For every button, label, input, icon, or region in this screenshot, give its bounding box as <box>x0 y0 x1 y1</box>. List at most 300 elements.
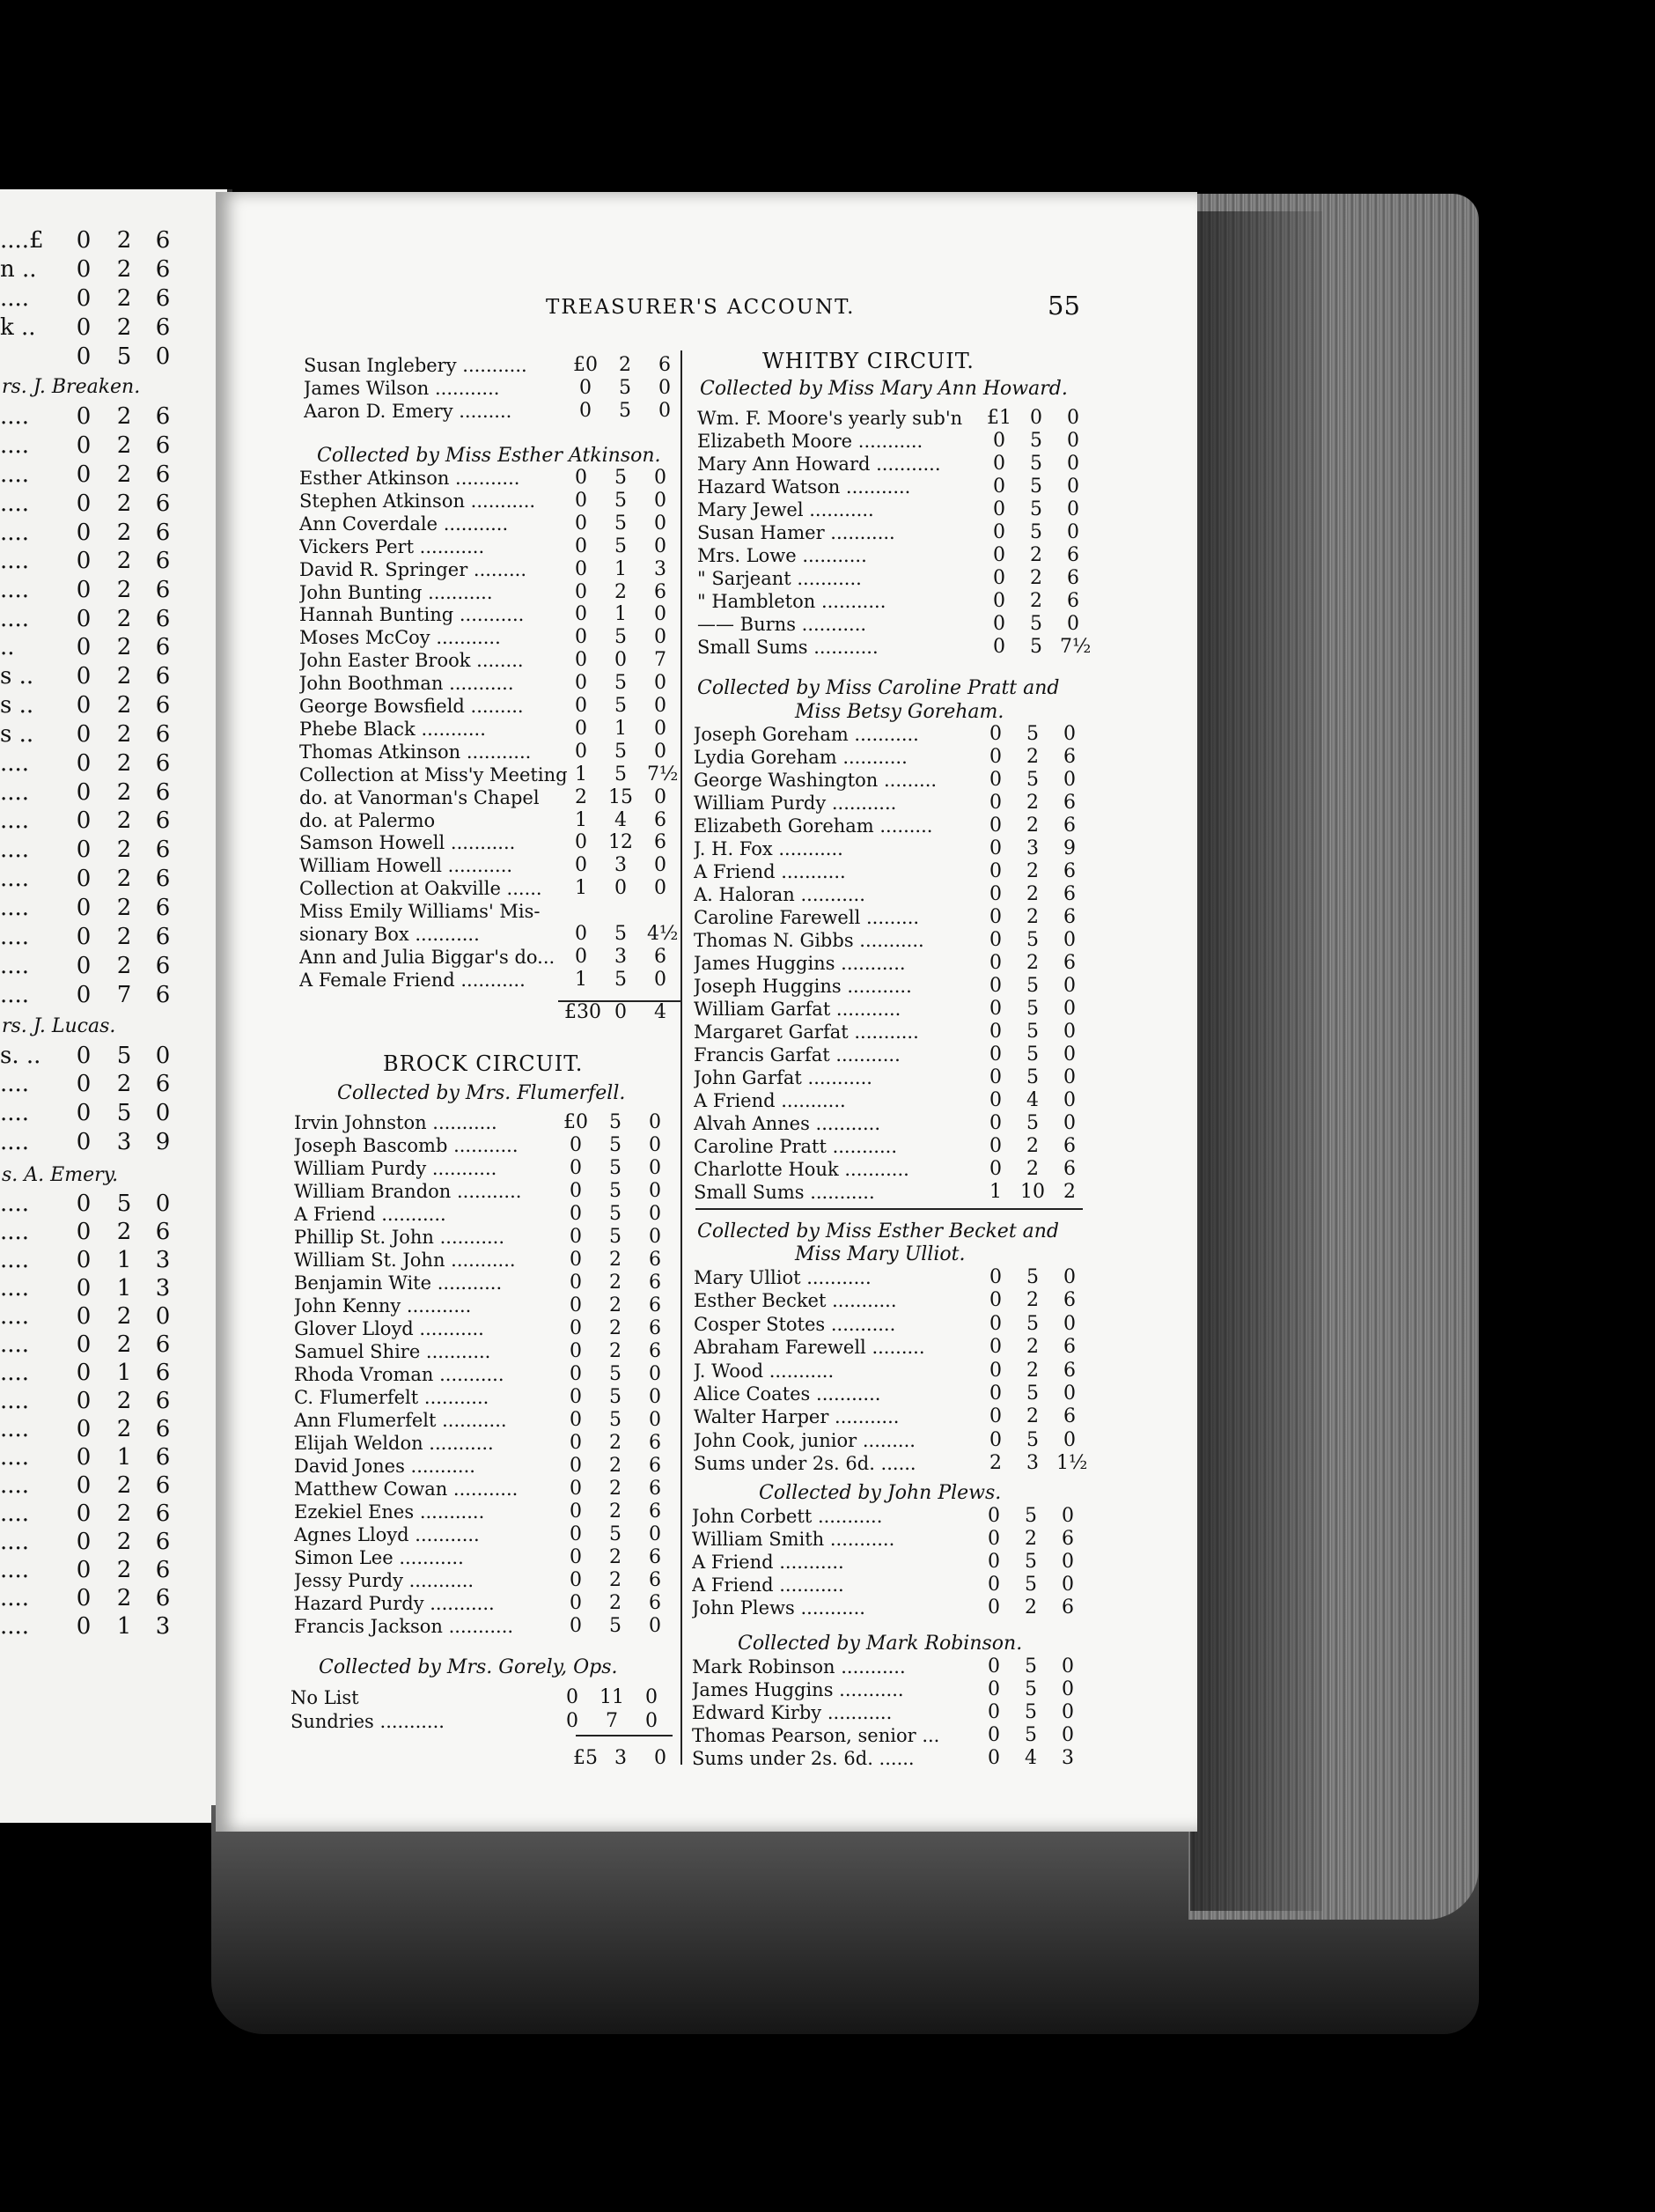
amount-pounds: 0 <box>575 672 587 695</box>
amount-shillings: 1 <box>116 1613 132 1640</box>
left-page-fragment <box>0 189 232 1823</box>
ledger-row <box>294 1340 672 1363</box>
amount-pence: 0 <box>1063 998 1076 1020</box>
ledger-row <box>294 1203 672 1226</box>
ledger-row <box>294 1294 672 1317</box>
entry-name: C. Flumerfelt ........... <box>294 1387 489 1408</box>
amount-pence: 0 <box>1063 929 1076 951</box>
ledger-row <box>299 969 677 992</box>
section-subtitle: Collected by Miss Caroline Pratt and <box>697 677 1060 699</box>
amount-pence: 6 <box>155 227 171 254</box>
left-page-leader: .... <box>0 520 30 546</box>
left-page-leader: s .. <box>0 692 34 719</box>
amount-pounds: 0 <box>993 521 1005 543</box>
amount-pence: 0 <box>1063 1089 1076 1111</box>
ledger-row <box>299 467 677 490</box>
left-page-row <box>0 492 220 515</box>
ledger-row <box>299 900 677 923</box>
amount-shillings: 5 <box>614 672 627 695</box>
amount-pounds: 0 <box>989 1266 1002 1288</box>
entry-name: Francis Jackson ........... <box>294 1616 514 1637</box>
amount-shillings: 2 <box>609 1592 622 1614</box>
amount-pence: 0 <box>1063 975 1076 997</box>
entry-name: Esther Atkinson ........... <box>299 468 520 489</box>
amount-pounds: 0 <box>989 769 1002 791</box>
ledger-row <box>697 613 1090 636</box>
amount-shillings: 3 <box>614 1747 627 1769</box>
entry-name: Small Sums ........... <box>694 1182 875 1203</box>
section-subtitle: Collected by Miss Esther Becket and <box>697 1220 1060 1242</box>
amount-pence: 0 <box>1063 1066 1076 1088</box>
left-page-row <box>0 1361 220 1384</box>
amount-pence: 0 <box>654 603 666 626</box>
amount-pounds: 0 <box>76 837 92 863</box>
left-page-heading: s. A. Emery. <box>2 1164 119 1186</box>
amount-pounds: 0 <box>575 831 587 854</box>
amount-shillings: 2 <box>116 1557 132 1583</box>
ledger-row <box>694 1135 1086 1158</box>
ledger-row <box>697 521 1090 544</box>
amount-pence: 0 <box>1067 430 1079 452</box>
amount-pounds: 0 <box>575 603 587 626</box>
ledger-row <box>299 741 677 763</box>
entry-name: John Boothman ........... <box>299 673 514 695</box>
amount-pounds: 0 <box>575 923 587 945</box>
ledger-row <box>299 854 677 877</box>
amount-shillings: 2 <box>116 1219 132 1245</box>
left-page-row <box>0 1502 220 1525</box>
amount-pence: 0 <box>649 1615 661 1637</box>
amount-pounds: 0 <box>76 1275 92 1301</box>
amount-pounds: 0 <box>989 906 1002 928</box>
entry-name: Aaron D. Emery ......... <box>304 401 512 422</box>
amount-pence: 6 <box>1063 746 1076 768</box>
amount-shillings: 5 <box>1025 1701 1037 1723</box>
left-page-row <box>0 1305 220 1328</box>
entry-name: Edward Kirby ........... <box>692 1702 893 1723</box>
left-page-row <box>0 258 220 281</box>
amount-shillings: 2 <box>116 227 132 254</box>
entry-name: J. Wood ........... <box>694 1360 835 1382</box>
ledger-row <box>294 1180 672 1203</box>
amount-shillings: 5 <box>1026 929 1039 951</box>
amount-pounds: 0 <box>989 952 1002 974</box>
section-title: BROCK CIRCUIT. <box>383 1051 584 1076</box>
amount-pounds: 0 <box>76 924 92 950</box>
ledger-row <box>304 400 681 423</box>
entry-name: Charlotte Houk ........... <box>694 1159 909 1180</box>
amount-pence: 6 <box>155 866 171 892</box>
ledger-row <box>694 1313 1086 1336</box>
ledger-row <box>294 1478 672 1500</box>
amount-pence: 0 <box>1063 1043 1076 1065</box>
amount-pence: 6 <box>155 663 171 689</box>
amount-shillings: 5 <box>609 1111 622 1133</box>
amount-pounds: 0 <box>76 866 92 892</box>
amount-pence: 3 <box>1062 1747 1074 1769</box>
amount-pounds: 0 <box>76 1100 92 1126</box>
left-page-leader: s .. <box>0 721 34 748</box>
entry-name: John Corbett ........... <box>692 1506 883 1527</box>
amount-pounds: 0 <box>579 400 592 422</box>
amount-shillings: 2 <box>116 1416 132 1442</box>
amount-pounds: 0 <box>993 590 1005 612</box>
ledger-row <box>694 975 1086 998</box>
amount-pounds: 0 <box>76 692 92 719</box>
entry-name: Ann and Julia Biggar's do... <box>299 946 555 968</box>
entry-name: J. H. Fox ........... <box>694 838 843 859</box>
amount-pence: 0 <box>649 1409 661 1431</box>
amount-pounds: £30 <box>564 1001 601 1023</box>
amount-pounds: 0 <box>570 1409 582 1431</box>
amount-shillings: 2 <box>609 1432 622 1454</box>
entry-name: John Kenny ........... <box>294 1295 472 1316</box>
entry-name: John Garfat ........... <box>694 1067 872 1088</box>
amount-pounds: 0 <box>76 1529 92 1555</box>
entry-name: Alice Coates ........... <box>694 1383 881 1405</box>
entry-name: —— Burns ........... <box>697 614 867 635</box>
entry-name: Elijah Weldon ........... <box>294 1433 494 1454</box>
amount-pounds: 0 <box>76 1585 92 1611</box>
amount-shillings: 1 <box>116 1275 132 1301</box>
entry-name: Rhoda Vroman ........... <box>294 1364 504 1385</box>
amount-pence: 6 <box>649 1478 661 1500</box>
amount-shillings: 5 <box>1025 1505 1037 1527</box>
amount-shillings: 2 <box>609 1500 622 1523</box>
amount-shillings: 2 <box>116 314 132 341</box>
entry-name: Joseph Huggins ........... <box>694 976 912 997</box>
amount-pounds: 0 <box>570 1478 582 1500</box>
ledger-row <box>692 1528 1085 1551</box>
section-subtitle: Collected by John Plews. <box>759 1482 1002 1504</box>
ledger-row <box>299 649 677 672</box>
amount-pounds: 0 <box>989 746 1002 768</box>
ledger-row <box>694 1289 1086 1312</box>
amount-pence: 0 <box>155 1043 171 1069</box>
entry-name: Collection at Oakville ...... <box>299 878 542 900</box>
amount-pence: 0 <box>1063 769 1076 791</box>
ledger-row <box>299 946 677 969</box>
amount-pounds: 0 <box>989 883 1002 905</box>
ledger-row <box>299 490 677 512</box>
left-page-row <box>0 1044 220 1067</box>
amount-pounds: 0 <box>76 256 92 283</box>
left-page-leader: .... <box>0 1585 30 1611</box>
amount-shillings: 5 <box>1030 498 1042 520</box>
left-page-row <box>0 316 220 339</box>
entry-name: A Female Friend ........... <box>299 969 526 991</box>
amount-shillings: 5 <box>614 535 627 557</box>
amount-shillings: 5 <box>1026 1021 1039 1043</box>
amount-shillings: 5 <box>1030 521 1042 543</box>
entry-name: Phillip St. John ........... <box>294 1227 505 1248</box>
amount-pounds: 0 <box>570 1386 582 1408</box>
ledger-row <box>299 923 677 946</box>
amount-shillings: 5 <box>1026 998 1039 1020</box>
ledger-row <box>694 1112 1086 1135</box>
left-page-leader: .... <box>0 1444 30 1471</box>
amount-shillings: 0 <box>614 877 627 900</box>
amount-shillings: 2 <box>116 403 132 430</box>
ledger-row <box>299 786 677 809</box>
entry-name: Phebe Black ........... <box>299 718 486 740</box>
amount-pence: 6 <box>155 895 171 921</box>
amount-pounds: 0 <box>76 953 92 979</box>
entry-name: Susan Hamer ........... <box>697 522 895 543</box>
amount-pounds: 0 <box>76 1043 92 1069</box>
amount-shillings: 5 <box>619 400 631 422</box>
amount-shillings: 2 <box>116 807 132 834</box>
amount-pence: 6 <box>654 580 666 603</box>
amount-pounds: 0 <box>76 779 92 806</box>
amount-shillings: 2 <box>609 1340 622 1362</box>
entry-name: Esther Becket ........... <box>694 1290 897 1312</box>
amount-pence: 4 <box>654 1001 666 1023</box>
left-page-leader: .... <box>0 837 30 863</box>
entry-name: A. Haloran ........... <box>694 884 865 905</box>
entry-name: Joseph Bascomb ........... <box>294 1135 519 1156</box>
amount-pounds: 0 <box>570 1317 582 1339</box>
amount-shillings: 5 <box>609 1386 622 1408</box>
amount-pounds: 0 <box>76 227 92 254</box>
amount-shillings: 15 <box>608 785 633 808</box>
amount-shillings: 5 <box>1030 430 1042 452</box>
ledger-row <box>694 792 1086 815</box>
amount-shillings: 1 <box>116 1360 132 1386</box>
amount-shillings: 4 <box>1025 1747 1037 1769</box>
amount-shillings: 2 <box>116 1529 132 1555</box>
left-page-leader: .... <box>0 1388 30 1414</box>
amount-pence: 0 <box>155 1191 171 1217</box>
amount-shillings: 2 <box>116 779 132 806</box>
amount-pounds: £1 <box>987 407 1011 429</box>
amount-shillings: 5 <box>609 1203 622 1225</box>
amount-pounds: 0 <box>993 613 1005 635</box>
entry-name: William Purdy ........... <box>694 793 897 814</box>
entry-name: Cosper Stotes ........... <box>694 1313 896 1335</box>
amount-pounds: 0 <box>76 750 92 777</box>
amount-shillings: 2 <box>609 1249 622 1271</box>
amount-shillings: 1 <box>116 1444 132 1471</box>
amount-pence: 6 <box>155 1444 171 1471</box>
amount-pounds: £5 <box>573 1747 598 1769</box>
amount-shillings: 5 <box>1025 1574 1037 1596</box>
amount-pounds: 0 <box>76 520 92 546</box>
page-number: 55 <box>1048 291 1080 321</box>
ledger-row <box>692 1678 1085 1701</box>
amount-pence: 0 <box>658 377 671 399</box>
ledger-row <box>299 809 677 832</box>
amount-pounds: 0 <box>575 740 587 763</box>
ledger-row <box>694 1089 1086 1112</box>
amount-shillings: 5 <box>116 1043 132 1069</box>
entry-name: David R. Springer ......... <box>299 558 526 580</box>
amount-shillings: 2 <box>116 895 132 921</box>
entry-name: Wm. F. Moore's yearly sub'n <box>697 408 963 429</box>
amount-shillings: 3 <box>1026 837 1039 859</box>
amount-pounds: 0 <box>575 557 587 580</box>
amount-shillings: 2 <box>116 432 132 459</box>
amount-shillings: 2 <box>116 461 132 488</box>
entry-name: Stephen Atkinson ........... <box>299 490 536 512</box>
left-page-leader: .... <box>0 1557 30 1583</box>
amount-pence: 6 <box>155 577 171 603</box>
amount-pounds: 0 <box>570 1592 582 1614</box>
amount-pence: 6 <box>155 285 171 312</box>
section-title: WHITBY CIRCUIT. <box>762 349 975 373</box>
amount-pounds: 0 <box>76 314 92 341</box>
amount-pounds: 0 <box>566 1710 578 1732</box>
ledger-row <box>304 354 681 377</box>
entry-name: Elizabeth Moore ........... <box>697 431 923 452</box>
ledger-row <box>694 1429 1086 1452</box>
entry-name: Ann Coverdale ........... <box>299 512 509 535</box>
amount-shillings: 2 <box>116 1331 132 1358</box>
left-page-leader: .... <box>0 866 30 892</box>
amount-pounds: 0 <box>988 1747 1000 1769</box>
amount-pence: 6 <box>654 831 666 854</box>
amount-pence: 6 <box>649 1546 661 1568</box>
amount-pence: 6 <box>1067 567 1079 589</box>
amount-shillings: 5 <box>1026 1043 1039 1065</box>
left-page-leader: s. .. <box>0 1043 41 1069</box>
entry-name: Caroline Pratt ........... <box>694 1136 897 1157</box>
left-page-row <box>0 809 220 832</box>
amount-shillings: 2 <box>1026 815 1039 837</box>
left-page-leader: .... <box>0 1613 30 1640</box>
amount-pence: 0 <box>649 1111 661 1133</box>
left-page-row <box>0 345 220 368</box>
amount-shillings: 5 <box>1026 1066 1039 1088</box>
amount-shillings: 0 <box>1030 407 1042 429</box>
left-page-row <box>0 1474 220 1497</box>
amount-pounds: 1 <box>575 763 587 785</box>
amount-pence: 6 <box>649 1272 661 1294</box>
entry-name: No List <box>291 1687 359 1708</box>
ledger-row <box>697 476 1090 498</box>
left-page-row <box>0 549 220 572</box>
entry-name: Abraham Farewell ......... <box>694 1337 925 1359</box>
entry-name: John Bunting ........... <box>299 581 493 603</box>
amount-shillings: 0 <box>614 1001 627 1023</box>
ledger-row <box>697 544 1090 567</box>
amount-shillings: 4 <box>1026 1089 1039 1111</box>
amount-pence: 0 <box>155 1303 171 1330</box>
entry-name: Mary Ann Howard ........... <box>697 453 941 475</box>
amount-pence: 0 <box>1067 613 1079 635</box>
amount-pounds: 0 <box>76 1613 92 1640</box>
amount-pounds: 0 <box>989 1289 1002 1312</box>
amount-pounds: 1 <box>575 808 587 831</box>
amount-pounds: 0 <box>575 945 587 968</box>
amount-shillings: 2 <box>116 721 132 748</box>
entry-name: Caroline Farewell ......... <box>694 907 920 928</box>
left-page-leader: .... <box>0 1247 30 1273</box>
amount-shillings: 2 <box>116 634 132 660</box>
amount-shillings: 2 <box>116 1303 132 1330</box>
left-page-row <box>0 521 220 544</box>
amount-shillings: 5 <box>1025 1724 1037 1746</box>
amount-pounds: 0 <box>566 1686 578 1708</box>
amount-pounds: 0 <box>570 1569 582 1591</box>
amount-shillings: 5 <box>1026 1428 1039 1451</box>
left-page-row <box>0 925 220 948</box>
entry-name: A Friend ........... <box>692 1574 844 1596</box>
amount-pounds: 0 <box>570 1455 582 1477</box>
amount-pounds: 1 <box>989 1181 1002 1203</box>
amount-shillings: 2 <box>1026 1405 1039 1428</box>
amount-pounds: 1 <box>575 968 587 991</box>
amount-shillings: 2 <box>1025 1596 1037 1618</box>
entry-name: Miss Emily Williams' Mis- <box>299 901 541 923</box>
left-page-row <box>0 955 220 977</box>
ledger-row <box>694 860 1086 883</box>
amount-pounds: £0 <box>573 354 598 376</box>
entry-name: Hannah Bunting ........... <box>299 604 525 626</box>
ledger-row <box>294 1500 672 1523</box>
amount-pence: 6 <box>155 1472 171 1499</box>
amount-shillings: 2 <box>116 285 132 312</box>
ledger-row <box>694 815 1086 837</box>
amount-pence: 0 <box>654 785 666 808</box>
amount-pounds: 0 <box>989 1021 1002 1043</box>
left-page-leader: .... <box>0 1331 30 1358</box>
left-page-row <box>0 1390 220 1412</box>
column-divider <box>680 350 682 1765</box>
amount-pounds: 0 <box>989 1336 1002 1359</box>
ledger-row <box>697 498 1090 521</box>
amount-pounds: 0 <box>76 1444 92 1471</box>
amount-pence: 6 <box>1063 1336 1076 1359</box>
amount-pounds: 0 <box>570 1272 582 1294</box>
amount-shillings: 2 <box>609 1317 622 1339</box>
amount-pounds: 0 <box>989 860 1002 882</box>
amount-pence: 0 <box>654 717 666 740</box>
amount-pounds: 0 <box>575 467 587 489</box>
amount-shillings: 2 <box>116 1472 132 1499</box>
amount-pence: 0 <box>1062 1724 1074 1746</box>
left-page-leader: .... <box>0 750 30 777</box>
ledger-row <box>697 453 1090 476</box>
amount-shillings: 5 <box>1030 453 1042 475</box>
amount-shillings: 2 <box>609 1272 622 1294</box>
amount-pence: 0 <box>1062 1551 1074 1573</box>
amount-pence: 6 <box>155 837 171 863</box>
left-page-leader: .... <box>0 490 30 517</box>
ledger-row <box>692 1505 1085 1528</box>
amount-shillings: 5 <box>609 1180 622 1202</box>
left-page-leader: .... <box>0 807 30 834</box>
amount-pounds: 0 <box>76 490 92 517</box>
entry-name: John Plews ........... <box>692 1597 865 1618</box>
amount-pence: 6 <box>649 1317 661 1339</box>
entry-name: William St. John ........... <box>294 1250 516 1271</box>
section-subtitle: Miss Mary Ulliot. <box>795 1243 966 1265</box>
left-page-row <box>0 781 220 804</box>
entry-name: A Friend ........... <box>694 1090 846 1111</box>
amount-pence: 6 <box>649 1432 661 1454</box>
amount-pounds: 0 <box>993 476 1005 498</box>
amount-pounds: 0 <box>76 1388 92 1414</box>
amount-pence: 0 <box>1062 1701 1074 1723</box>
amount-pence: 6 <box>649 1592 661 1614</box>
left-page-leader: .... <box>0 1529 30 1555</box>
amount-pence: 0 <box>1063 723 1076 745</box>
amount-pounds: 0 <box>76 461 92 488</box>
amount-pounds: 0 <box>989 975 1002 997</box>
entry-name: Glover Lloyd ........... <box>294 1318 484 1339</box>
ledger-row <box>694 929 1086 952</box>
